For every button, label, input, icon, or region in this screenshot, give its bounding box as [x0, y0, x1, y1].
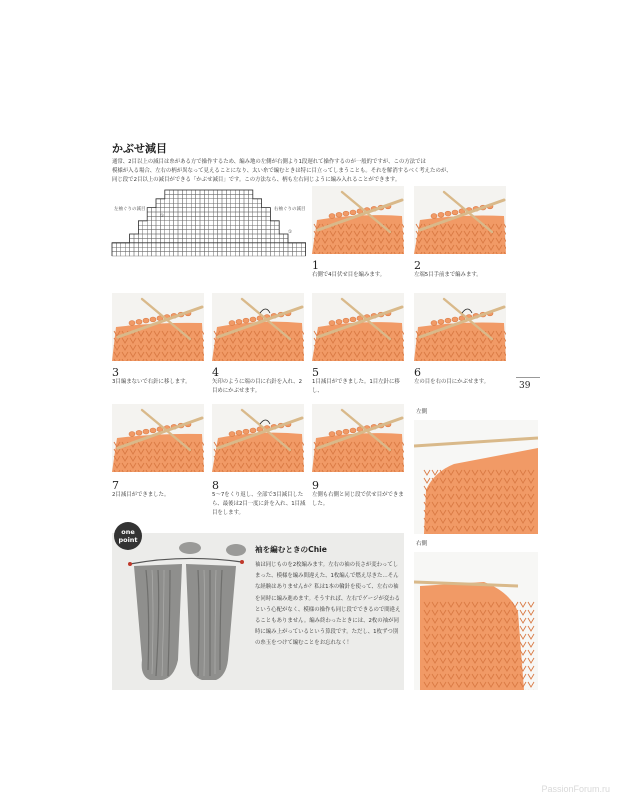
step-photo-5 [312, 293, 404, 361]
step-caption-1 [312, 260, 407, 280]
step-text: 左の目を右の目にかぶせます。 [414, 379, 490, 385]
step-photo-7 [112, 404, 204, 472]
section-title: かぶせ減目 [112, 142, 167, 155]
step-text: 左側も右側と同じ段で伏せ目ができました。 [312, 492, 404, 507]
step-number: 9 [312, 479, 319, 492]
step-caption-3 [112, 367, 207, 387]
chart-right-label: 右袖ぐりの減目 [274, 207, 306, 212]
step-photo-3 [112, 293, 204, 361]
knitting-photo [414, 186, 506, 254]
step-text: 2目減目ができました。 [112, 492, 170, 498]
badge-line: point [118, 536, 138, 544]
chart-left-label: 左袖ぐりの減目 [114, 207, 146, 212]
right-side-photo [414, 552, 538, 690]
knitting-photo [312, 404, 404, 472]
right-side-label: 右側 [416, 541, 428, 547]
step-number: 3 [112, 366, 119, 379]
step-number: 8 [212, 479, 219, 492]
step-photo-6 [414, 293, 506, 361]
knitting-photo [112, 404, 204, 472]
step-photo-9 [312, 404, 404, 472]
intro-line: 模様が入る場合、左右の柄が異なって見えることになり、太い糸で編むときは特に目立ってしまうことも。それを解消するべく考えたのが、 [112, 168, 452, 174]
step-text: 3目編まないで右針に移します。 [112, 379, 191, 385]
knitting-photo [312, 293, 404, 361]
page-number: 39 [519, 381, 531, 391]
knitting-photo [212, 404, 304, 472]
step-caption-4 [212, 367, 307, 396]
knitting-photo [112, 293, 204, 361]
left-side-label: 左側 [416, 409, 428, 415]
one-point-title: 袖を編むときのChie [255, 545, 327, 554]
decrease-chart [110, 186, 306, 258]
watermark: PassionForum.ru [541, 784, 610, 794]
section-intro [112, 158, 526, 185]
one-point-text: 袖は同じものを2枚編みます。左右の袖の長さが変わってしまった、模様を編み間違えた、1枚編んで燃え尽きた…そんな経験はありませんか？私は1本の輪針を使って、左右の袖を同時に編み進めます。そうすれば、左右でゲージが変わるという心配がなく、模様の操作も同じ段でできるので間違えることもありません。編み終わったときには、2枚の袖が同時に編み上がっているという算段です。ただし、1枚ずつ別の糸玉をつけて編むことをお忘れなく！ [255, 562, 401, 647]
step-text: 矢印のように端の目に右針を入れ、2目めにかぶせます。 [212, 379, 303, 394]
step-photo-2 [414, 186, 506, 254]
knitting-photo [312, 186, 404, 254]
step-caption-6 [414, 367, 509, 387]
left-side-photo [414, 420, 538, 534]
page-number-rule [516, 377, 540, 378]
intro-line: 同じ段で2目以上の減目ができる「かぶせ減目」です。この方法なら、柄も左右同じように編み入れることができます。 [112, 177, 401, 183]
chart-marker: ① [288, 230, 293, 235]
step-caption-5 [312, 367, 407, 396]
chart-marker: ① [160, 214, 165, 219]
chart-grid [110, 186, 306, 258]
knitting-photo [414, 552, 538, 690]
step-text: 5～7をくり返し、全部で3目減目したら、最後は2目一度に針を入れ、1目減目をします。 [212, 492, 306, 516]
step-text: 左端5目手前まで編みます。 [414, 272, 482, 278]
step-number: 6 [414, 366, 421, 379]
step-photo-4 [212, 293, 304, 361]
badge-line: one [121, 528, 135, 536]
step-number: 4 [212, 366, 219, 379]
step-text: 1目減目ができました。1目左針に移し、 [312, 379, 400, 394]
step-photo-1 [312, 186, 404, 254]
step-caption-9 [312, 480, 407, 509]
knitting-photo [414, 420, 538, 534]
step-caption-2 [414, 260, 509, 280]
step-number: 7 [112, 479, 119, 492]
step-caption-8 [212, 480, 307, 518]
step-number: 1 [312, 259, 319, 272]
knitting-photo [414, 293, 506, 361]
knitted-sleeves-image [124, 540, 248, 686]
step-text: 右側で4目伏せ目を編みます。 [312, 272, 386, 278]
intro-line: 通常、2目以上の減目は糸がある方で操作するため、編み地の左側が右側より1段遅れて操作するのが一般的ですが、この方法では [112, 159, 426, 165]
step-photo-8 [212, 404, 304, 472]
step-caption-7 [112, 480, 207, 500]
step-number: 5 [312, 366, 319, 379]
knitting-photo [212, 293, 304, 361]
sleeves-photo [124, 540, 248, 686]
step-number: 2 [414, 259, 421, 272]
